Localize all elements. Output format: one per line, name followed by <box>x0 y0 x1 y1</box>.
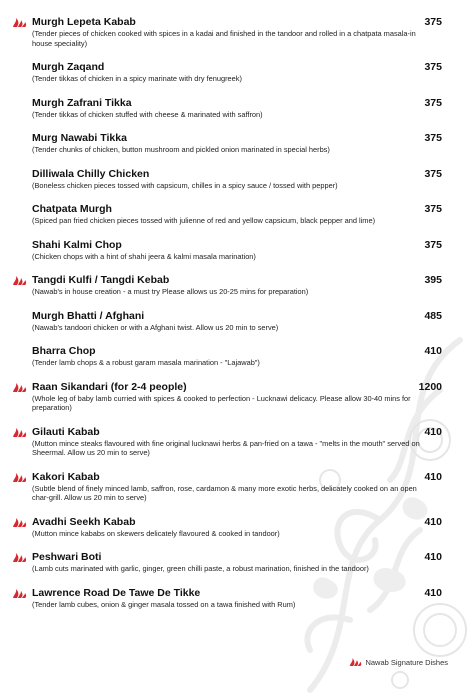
dish-name: Shahi Kalmi Chop <box>32 238 122 251</box>
dish-description: (Nawab's tandoori chicken or with a Afghani twist. Allow us 20 min to serve) <box>32 322 279 332</box>
dish-description: (Whole leg of baby lamb curried with spices & cooked to perfection - Lucknawi delicacy. Please allow 30-40 mins for preparation) <box>32 393 411 412</box>
dish-description: (Tender tikkas of chicken in a spicy marinate with dry fenugreek) <box>32 74 242 83</box>
dish-price: 375 <box>424 96 442 109</box>
signature-flame-icon <box>11 17 27 28</box>
signature-flame-icon <box>11 427 27 438</box>
dish-name: Murg Nawabi Tikka <box>32 132 127 144</box>
menu-item <box>0 274 470 297</box>
dish-price: 375 <box>424 167 442 180</box>
dish-description: (Tender lamb chops & a robust garam masala marination - "Lajawab") <box>32 358 260 367</box>
dish-price: 410 <box>424 425 442 438</box>
dish-description: (Boneless chicken pieces tossed with capsicum, chilles in a spicy sauce / tossed with pepper) <box>32 180 338 190</box>
dish-name: Raan Sikandari (for 2-4 people) <box>32 380 187 393</box>
dish-name: Lawrence Road De Tawe De Tikke <box>32 586 201 599</box>
dish-description: (Chicken chops with a hint of shahi jeera & kalmi masala marination) <box>32 251 256 261</box>
dish-name: Murgh Bhatti / Afghani <box>32 309 145 322</box>
signature-flame-icon <box>11 275 27 286</box>
menu-item <box>0 381 470 413</box>
dish-name: Murgh Lepeta Kabab <box>32 16 136 28</box>
signature-flame-icon <box>11 552 27 563</box>
dish-description: (Tender tikkas of chicken stuffed with cheese & marinated with saffron) <box>32 109 263 119</box>
dish-description: (Subtle blend of finely minced lamb, saffron, rose, cardamon & many more exotic herbs, delicately cooked on an open char-grill. Allow us 20 min to serve) <box>32 483 417 502</box>
signature-flame-icon <box>11 517 27 528</box>
dish-name: Dilliwala Chilly Chicken <box>32 167 150 180</box>
dish-price: 410 <box>424 345 442 357</box>
dish-name: Murgh Zaqand <box>32 61 105 73</box>
dish-description: (Mutton mince steaks flavoured with fine original lucknawi herbs & pan-fried on a tawa - "melts in the mouth" served on Sheermal. Allow us 20 min to serve) <box>32 438 420 457</box>
dish-name: Peshwari Boti <box>32 551 102 563</box>
dish-description: (Tender lamb cubes, onion & ginger masala tossed on a tawa finished with Rum) <box>32 599 296 609</box>
signature-flame-icon <box>11 382 27 393</box>
dish-price: 395 <box>424 274 442 286</box>
dish-name: Chatpata Murgh <box>32 203 112 215</box>
dish-name: Tangdi Kulfi / Tangdi Kebab <box>32 274 170 286</box>
signature-legend <box>348 657 448 667</box>
dish-price: 375 <box>424 16 442 28</box>
dish-price: 410 <box>424 586 442 599</box>
menu-item <box>0 310 470 333</box>
dish-description: (Lamb cuts marinated with garlic, ginger, green chilli paste, a robust marination, finished in the tandoor) <box>32 564 369 573</box>
menu-item <box>0 551 470 574</box>
menu-item <box>0 132 470 155</box>
dish-price: 375 <box>424 238 442 251</box>
menu-item <box>0 203 470 226</box>
menu-item <box>0 16 470 48</box>
menu-item <box>0 471 470 503</box>
dish-name: Avadhi Seekh Kabab <box>32 515 136 528</box>
dish-price: 485 <box>424 309 442 322</box>
dish-name: Gilauti Kabab <box>32 425 100 438</box>
dish-price: 1200 <box>418 380 442 393</box>
dish-description: (Mutton mince kababs on skewers delicately flavoured & cooked in tandoor) <box>32 528 280 538</box>
dish-name: Bharra Chop <box>32 345 96 357</box>
dish-name: Murgh Zafrani Tikka <box>32 96 132 109</box>
signature-flame-icon <box>11 588 27 599</box>
menu-item <box>0 97 470 120</box>
dish-price: 375 <box>424 203 442 215</box>
dish-price: 410 <box>424 515 442 528</box>
menu-list <box>0 16 470 622</box>
dish-name: Kakori Kabab <box>32 470 100 483</box>
signature-flame-icon <box>11 472 27 483</box>
dish-price: 410 <box>424 470 442 483</box>
menu-item <box>0 345 470 368</box>
dish-description: (Spiced pan fried chicken pieces tossed with julienne of red and yellow capsicum, black pepper and lime) <box>32 216 376 225</box>
dish-price: 375 <box>424 61 442 73</box>
legend-label: Nawab Signature Dishes <box>365 657 448 667</box>
dish-description: (Tender chunks of chicken, button mushroom and pickled onion marinated in special herbs) <box>32 145 330 154</box>
dish-description: (Tender pieces of chicken cooked with spices in a kadai and finished in the tandoor and rolled in a chatpata masala-in house speciality) <box>32 29 416 48</box>
signature-flame-icon <box>348 657 362 667</box>
dish-price: 375 <box>424 132 442 144</box>
dish-price: 410 <box>424 551 442 563</box>
menu-item <box>0 426 470 458</box>
menu-item <box>0 516 470 539</box>
menu-item <box>0 587 470 610</box>
dish-description: (Nawab's in house creation - a must try Please allows us 20-25 mins for preparation) <box>32 287 309 296</box>
menu-item <box>0 239 470 262</box>
menu-item <box>0 168 470 191</box>
menu-item <box>0 61 470 84</box>
